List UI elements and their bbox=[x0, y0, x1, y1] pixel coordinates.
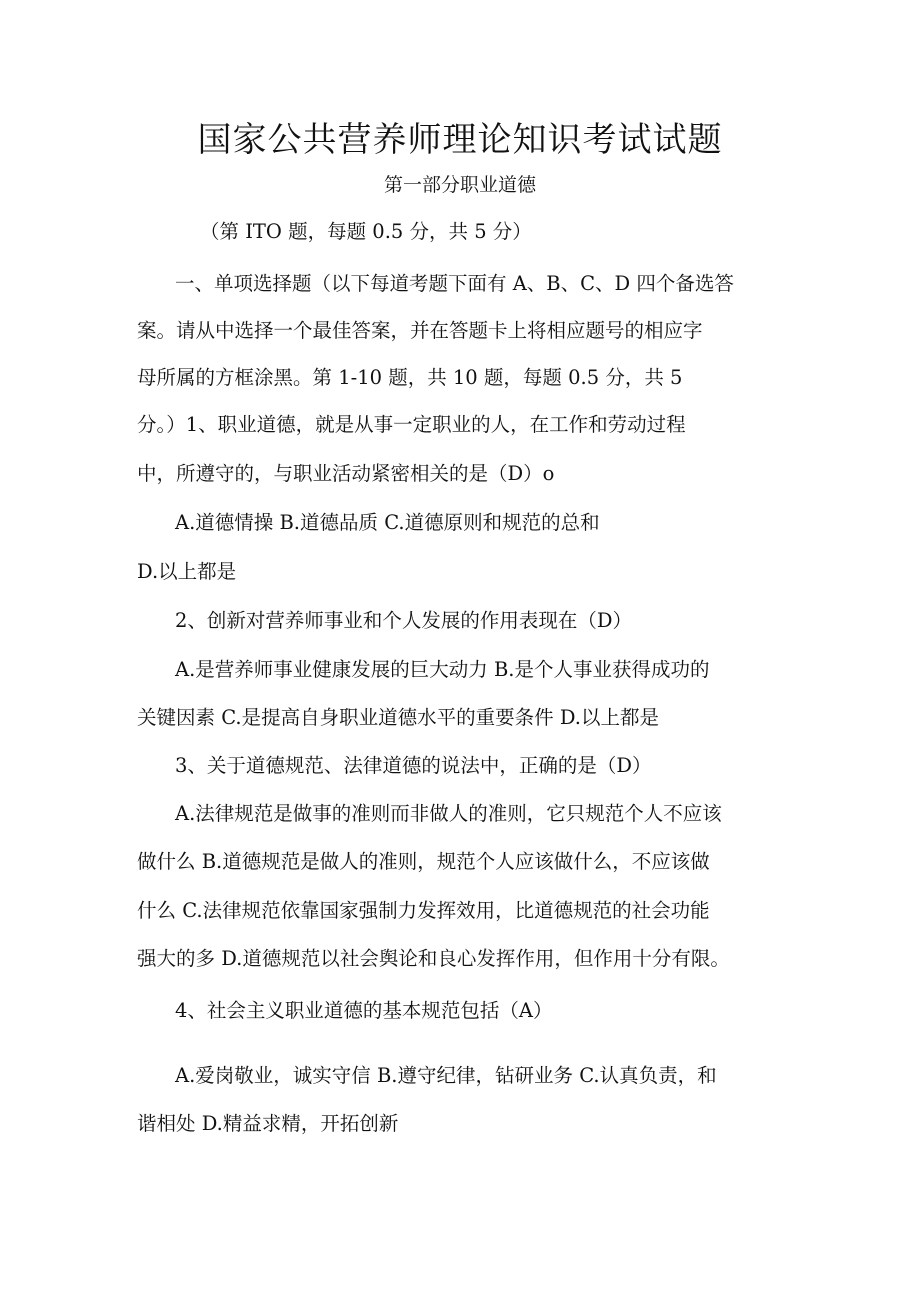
question-3-options-2: 做什么 B.道德规范是做人的准则，规范个人应该做什么，不应该做 bbox=[137, 850, 710, 873]
question-2-stem: 2、创新对营养师事业和个人发展的作用表现在（D） bbox=[175, 609, 633, 632]
instruction-line-3: 母所属的方框涂黑。第 1-10 题，共 10 题，每题 0.5 分，共 5 bbox=[137, 366, 683, 389]
document-title: 国家公共营养师理论知识考试试题 bbox=[197, 120, 723, 160]
question-3-options-1: A.法律规范是做事的准则而非做人的准则，它只规范个人不应该 bbox=[175, 802, 722, 825]
question-3-options-4: 强大的多 D.道德规范以社会舆论和良心发挥作用，但作用十分有限。 bbox=[137, 947, 730, 970]
scoring-note: （第 ITO 题，每题 0.5 分，共 5 分） bbox=[200, 220, 532, 243]
question-1-line-2: 中，所遵守的，与职业活动紧密相关的是（D）o bbox=[137, 462, 555, 485]
question-2-options-1: A.是营养师事业健康发展的巨大动力 B.是个人事业获得成功的 bbox=[175, 658, 710, 681]
question-2-options-2: 关键因素 C.是提高自身职业道德水平的重要条件 D.以上都是 bbox=[137, 706, 659, 729]
question-4-options-1: A.爱岗敬业，诚实守信 B.遵守纪律，钻研业务 C.认真负责，和 bbox=[175, 1064, 717, 1087]
question-1-options-1: A.道德情操 B.道德品质 C.道德原则和规范的总和 bbox=[175, 511, 600, 534]
instruction-line-1: 一、单项选择题（以下每道考题下面有 A、B、C、D 四个备选答 bbox=[175, 272, 734, 295]
question-1-options-2: D.以上都是 bbox=[137, 560, 237, 583]
section-subtitle: 第一部分职业道德 bbox=[383, 174, 536, 196]
question-3-stem: 3、关于道德规范、法律道德的说法中，正确的是（D） bbox=[175, 754, 652, 777]
instruction-line-2: 案。请从中选择一个最佳答案，并在答题卡上将相应题号的相应字 bbox=[137, 319, 703, 342]
question-1-line-1: 分。）1、职业道德，就是从事一定职业的人，在工作和劳动过程 bbox=[137, 413, 686, 436]
question-4-stem: 4、社会主义职业道德的基本规范包括（A） bbox=[175, 999, 553, 1022]
question-3-options-3: 什么 C.法律规范依靠国家强制力发挥效用，比道德规范的社会功能 bbox=[137, 899, 710, 922]
question-4-options-2: 谐相处 D.精益求精，开拓创新 bbox=[137, 1112, 399, 1135]
